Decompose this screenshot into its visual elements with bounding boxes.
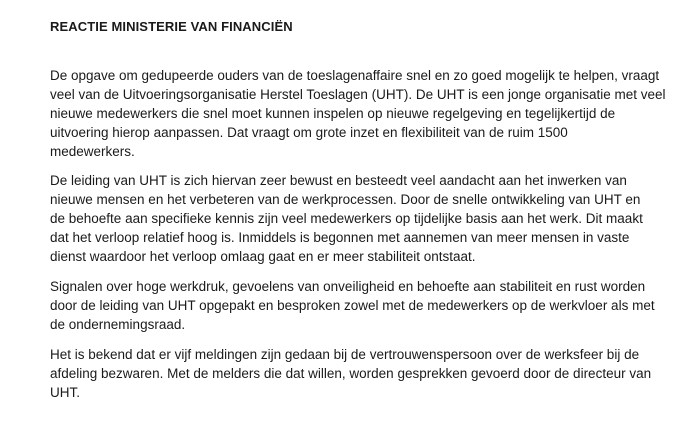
text-line: dienst waardoor het verloop omlaag gaat en er meer stabiliteit ontstaat. (50, 249, 476, 264)
text-line: veel van de Uitvoeringsorganisatie Herstel Toeslagen (UHT). De UHT is een jonge organisatie met veel (50, 87, 666, 102)
paragraph-signals (50, 277, 670, 334)
text-line: nieuwe medewerkers die snel moet kunnen inspelen op nieuwe regelgeving en tegelijkertijd de (50, 106, 616, 121)
text-line: De opgave om gedupeerde ouders van de toeslagenaffaire snel en zo goed mogelijk te helpen, vraagt (50, 68, 660, 83)
text-line: De leiding van UHT is zich hiervan zeer bewust en besteedt veel aandacht aan het inwerken van (50, 173, 627, 188)
document-title: REACTIE MINISTERIE VAN FINANCIËN (50, 19, 293, 34)
text-line: de ondernemingsraad. (50, 317, 186, 332)
text-line: door de leiding van UHT opgepakt en besproken zowel met de medewerkers op de werkvloer als met (50, 298, 655, 313)
text-line: UHT. (50, 385, 80, 400)
text-line: Signalen over hoge werkdruk, gevoelens van onveiligheid en behoefte aan stabiliteit en rust worden (50, 279, 646, 294)
text-line: de behoefte aan specifieke kennis zijn veel medewerkers op tijdelijke basis aan het werk. Dit maakt (50, 211, 643, 226)
paragraph-intro (50, 66, 670, 161)
paragraph-reports (50, 345, 670, 402)
text-line: nieuwe mensen en het verbeteren van de werkprocessen. Door de snelle ontwikkeling van UHT en (50, 192, 641, 207)
text-line: uitvoering hierop aanpassen. Dat vraagt om grote inzet en flexibiliteit van de ruim 1500 (50, 125, 568, 140)
paragraph-leadership (50, 171, 670, 266)
text-line: medewerkers. (50, 144, 135, 159)
text-line: Het is bekend dat er vijf meldingen zijn gedaan bij de vertrouwenspersoon over de werksfeer bij de (50, 347, 640, 362)
text-line: afdeling bezwaren. Met de melders die dat willen, worden gesprekken gevoerd door de directeur van (50, 366, 652, 381)
text-line: dat het verloop relatief hoog is. Inmiddels is begonnen met aannemen van meer mensen in vaste (50, 230, 630, 245)
